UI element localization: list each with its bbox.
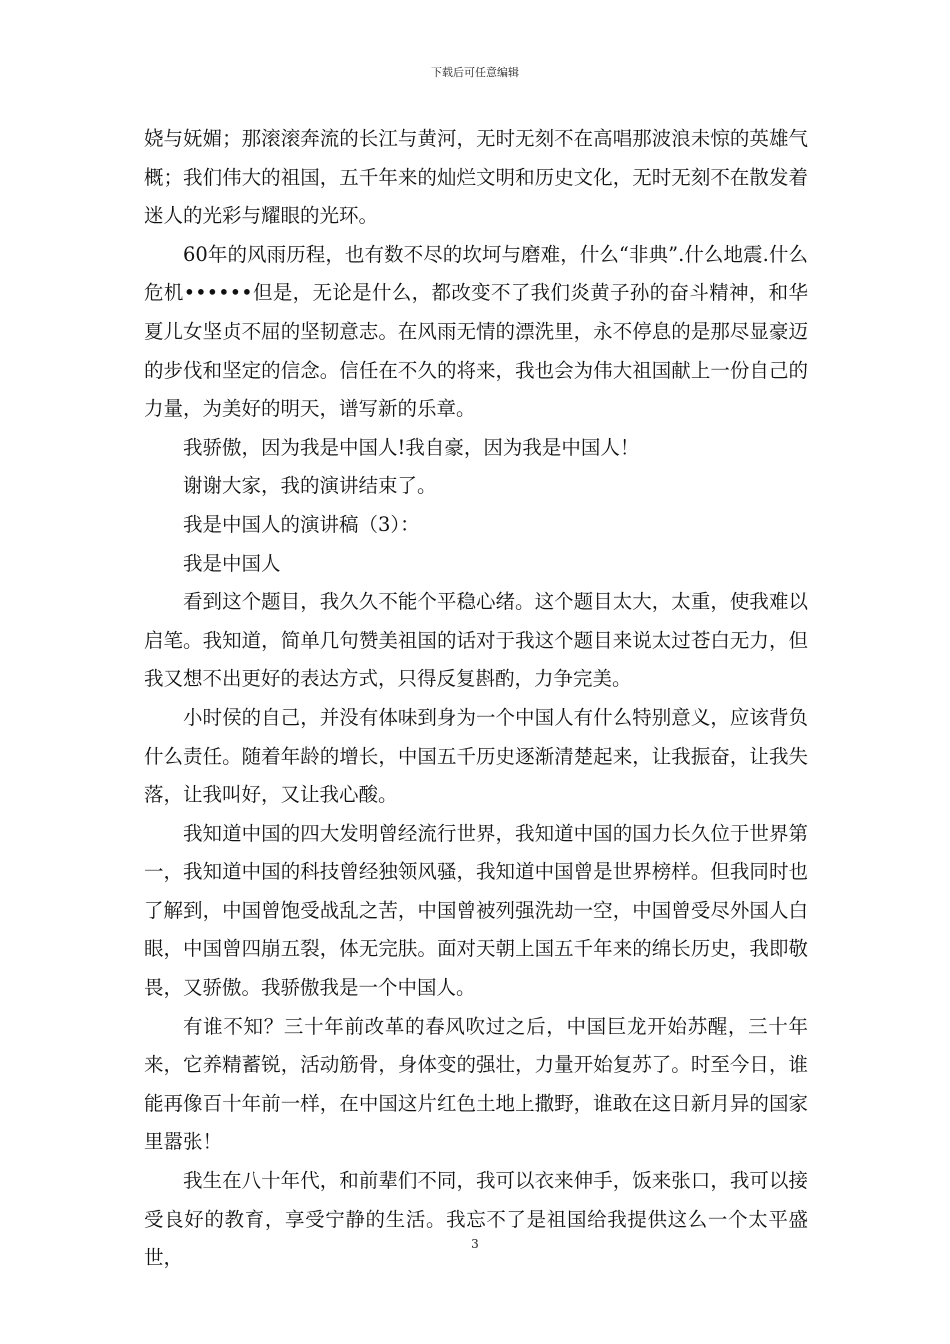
section-heading: 我是中国人的演讲稿（3）： [183, 512, 420, 536]
paragraph-10: 有谁不知？三十年前改革的春风吹过之后，中国巨龙开始苏醒，三十年来，它养精蓄锐，活动筋骨，身体变的强壮，力量开始复苏了。时至今日，谁能再像百十年前一样，在中国这片红色土地上撒野，谁敢在这日新月异的国家里嚣张！ [144, 1014, 808, 1154]
body-text [144, 120, 808, 1278]
page-number: 3 [471, 1237, 479, 1251]
paragraph-7: 看到这个题目，我久久不能个平稳心绪。这个题目太大，太重，使我难以启笔。我知道，简单几句赞美祖国的话对于我这个题目来说太过苍白无力，但我又想不出更好的表达方式，只得反复斟酌，力争完美。 [144, 590, 808, 691]
paragraph-3: 我骄傲，因为我是中国人!我自豪，因为我是中国人！ [183, 435, 640, 459]
paragraph-2: 60年的风雨历程，也有数不尽的坎坷与磨难，什么“非典”.什么地震.什么危机••••••但是，无论是什么，都改变不了我们炎黄子孙的奋斗精神，和华夏儿女坚贞不屈的坚韧意志。在风雨无情的漂洗里，永不停息的是那尽显豪迈的步伐和坚定的信念。信任在不久的将来，我也会为伟大祖国献上一份自己的力量，为美好的明天，谱写新的乐章。 [144, 242, 808, 421]
page-header: 下载后可任意编辑 [431, 66, 519, 79]
paragraph-1: 娆与妩媚；那滚滚奔流的长江与黄河，无时无刻不在高唱那波浪未惊的英雄气概；我们伟大的祖国，五千年来的灿烂文明和历史文化，无时无刻不在散发着迷人的光彩与耀眼的光环。 [144, 127, 808, 228]
paragraph-11: 我生在八十年代，和前辈们不同，我可以衣来伸手，饭来张口，我可以接受良好的教育，享受宁静的生活。我忘不了是祖国给我提供这么一个太平盛世， [144, 1169, 808, 1270]
paragraph-9: 我知道中国的四大发明曾经流行世界，我知道中国的国力长久位于世界第一，我知道中国的科技曾经独领风骚，我知道中国曾是世界榜样。但我同时也了解到，中国曾饱受战乱之苦，中国曾被列强洗劫一空，中国曾受尽外国人白眼，中国曾四崩五裂，体无完肤。面对天朝上国五千年来的绵长历史，我即敬畏，又骄傲。我骄傲我是一个中国人。 [144, 821, 808, 1000]
paragraph-8: 小时侯的自己，并没有体味到身为一个中国人有什么特别意义，应该背负什么责任。随着年龄的增长，中国五千历史逐渐清楚起来，让我振奋，让我失落，让我叫好，又让我心酸。 [144, 705, 808, 807]
paragraph-4: 谢谢大家，我的演讲结束了。 [183, 474, 437, 498]
speech-title: 我是中国人 [183, 551, 281, 575]
